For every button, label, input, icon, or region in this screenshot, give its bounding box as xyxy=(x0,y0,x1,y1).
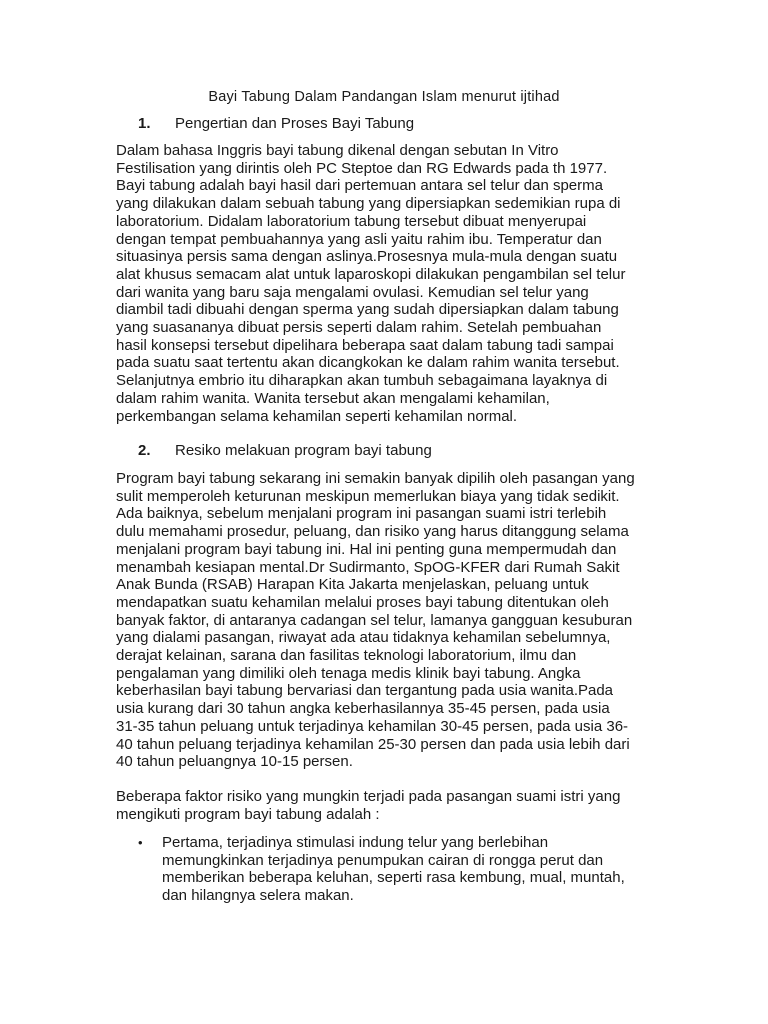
text-line: Beberapa faktor risiko yang mungkin terjadi pada pasangan suami istri yang xyxy=(116,788,621,805)
text-line: Festilisation yang dirintis oleh PC Steptoe dan RG Edwards pada th 1977. xyxy=(116,159,608,177)
text-line: dari wanita yang baru saja mengalami ovulasi. Kemudian sel telur yang xyxy=(116,283,589,301)
text-line: 31-35 tahun peluang untuk terjadinya kehamilan 30-45 persen, pada usia 36- xyxy=(116,717,629,735)
text-line: dulu memahami prosedur, peluang, dan risiko yang harus ditanggung selama xyxy=(116,523,629,541)
text-line: Program bayi tabung sekarang ini semakin banyak dipilih oleh pasangan yang xyxy=(116,470,635,487)
text-line: perkembangan selama kehamilan seperti kehamilan normal. xyxy=(116,407,518,425)
text-line: Pertama, terjadinya stimulasi indung telur yang berlebihan xyxy=(162,834,549,851)
text-line: pengalaman yang dimiliki oleh tenaga medis klinik bayi tabung. Angka xyxy=(116,664,581,682)
bullet-icon: • xyxy=(138,835,143,850)
text-line: banyak faktor, di antaranya cadangan sel telur, lamanya gangguan kesuburan xyxy=(116,611,633,629)
text-line: mengikuti program bayi tabung adalah : xyxy=(116,805,380,823)
text-line: keberhasilan bayi tabung bervariasi dan tergantung pada usia wanita.Pada xyxy=(116,682,614,700)
text-line: sulit memperoleh keturunan meskipun memerlukan biaya yang tidak sedikit. xyxy=(116,487,620,505)
text-line: Selanjutnya embrio itu diharapkan akan tumbuh sebagaimana layaknya di xyxy=(116,372,608,390)
text-line: menambah kesiapan mental.Dr Sudirmanto, SpOG-KFER dari Rumah Sakit xyxy=(116,558,620,576)
section-number-2: 2. xyxy=(138,442,151,459)
text-line: hasil konsepsi tersebut dipelihara beberapa saat dalam tabung tadi sampai xyxy=(116,336,614,354)
section-heading-1 xyxy=(138,115,414,133)
text-line: yang suasananya dibuat persis seperti dalam rahim. Setelah pembuahan xyxy=(116,319,602,337)
text-line: memungkinkan terjadinya penumpukan cairan di rongga perut dan xyxy=(162,851,604,869)
list-item-text xyxy=(162,834,625,905)
text-line: memberikan beberapa keluhan, seperti rasa kembung, mual, muntah, xyxy=(162,869,625,887)
text-line: alat khusus semacam alat untuk laparoskopi dilakukan pengambilan sel telur xyxy=(116,265,626,283)
section-title-2: Resiko melakuan program bayi tabung xyxy=(175,442,432,459)
text-line: Anak Bunda (RSAB) Harapan Kita Jakarta menjelaskan, peluang untuk xyxy=(116,576,589,594)
text-line: Ada baiknya, sebelum menjalani program ini pasangan suami istri terlebih xyxy=(116,505,607,523)
text-line: situasinya persis sama dengan aslinya.Prosesnya mula-mula dengan suatu xyxy=(116,248,618,266)
text-line: dalam rahim wanita. Wanita tersebut akan mengalami kehamilan, xyxy=(116,389,550,407)
paragraph-section-1 xyxy=(116,142,656,425)
text-line: dengan tempat pembuahannya yang asli yaitu rahim ibu. Temperatur dan xyxy=(116,230,602,248)
text-line: usia kurang dari 30 tahun angka keberhasilannya 35-45 persen, pada usia xyxy=(116,700,610,718)
text-line: 40 tahun peluang terjadinya kehamilan 25-30 persen dan pada usia lebih dari xyxy=(116,735,630,753)
list-item xyxy=(138,834,658,906)
text-line: dan hilangnya selera makan. xyxy=(162,887,354,905)
document-title: Bayi Tabung Dalam Pandangan Islam menurut ijtihad xyxy=(208,89,560,105)
section-heading-2 xyxy=(138,442,432,460)
text-line: mendapatkan suatu kehamilan melalui proses bayi tabung ditentukan oleh xyxy=(116,593,609,611)
text-line: yang dialami pasangan, riwayat ada atau tidaknya kehamilan sebelumnya, xyxy=(116,629,611,647)
text-line: yang dilakukan dalam sebuah tabung yang dipersiapkan sedemikian rupa di xyxy=(116,195,621,213)
text-line: diambil tadi dibuahi dengan sperma yang sudah dipersiapkan dalam tabung xyxy=(116,301,619,319)
section-number-1: 1. xyxy=(138,115,151,132)
text-line: 40 tahun peluangnya 10-15 persen. xyxy=(116,753,353,771)
text-line: Dalam bahasa Inggris bayi tabung dikenal dengan sebutan In Vitro xyxy=(116,142,559,159)
text-line: menjalani program bayi tabung ini. Hal ini penting guna mempermudah dan xyxy=(116,540,617,558)
text-line: laboratorium. Didalam laboratorium tabung tersebut dibuat menyerupai xyxy=(116,212,587,230)
text-line: derajat kelainan, sarana dan fasilitas teknologi laboratorium, ilmu dan xyxy=(116,647,577,665)
text-line: pada suatu saat tertentu akan dicangkokan ke dalam rahim wanita tersebut. xyxy=(116,354,620,372)
text-line: Bayi tabung adalah bayi hasil dari pertemuan antara sel telur dan sperma xyxy=(116,177,603,195)
section-title-1: Pengertian dan Proses Bayi Tabung xyxy=(175,115,415,132)
paragraph-risk-intro xyxy=(116,788,656,823)
paragraph-section-2 xyxy=(116,470,656,771)
